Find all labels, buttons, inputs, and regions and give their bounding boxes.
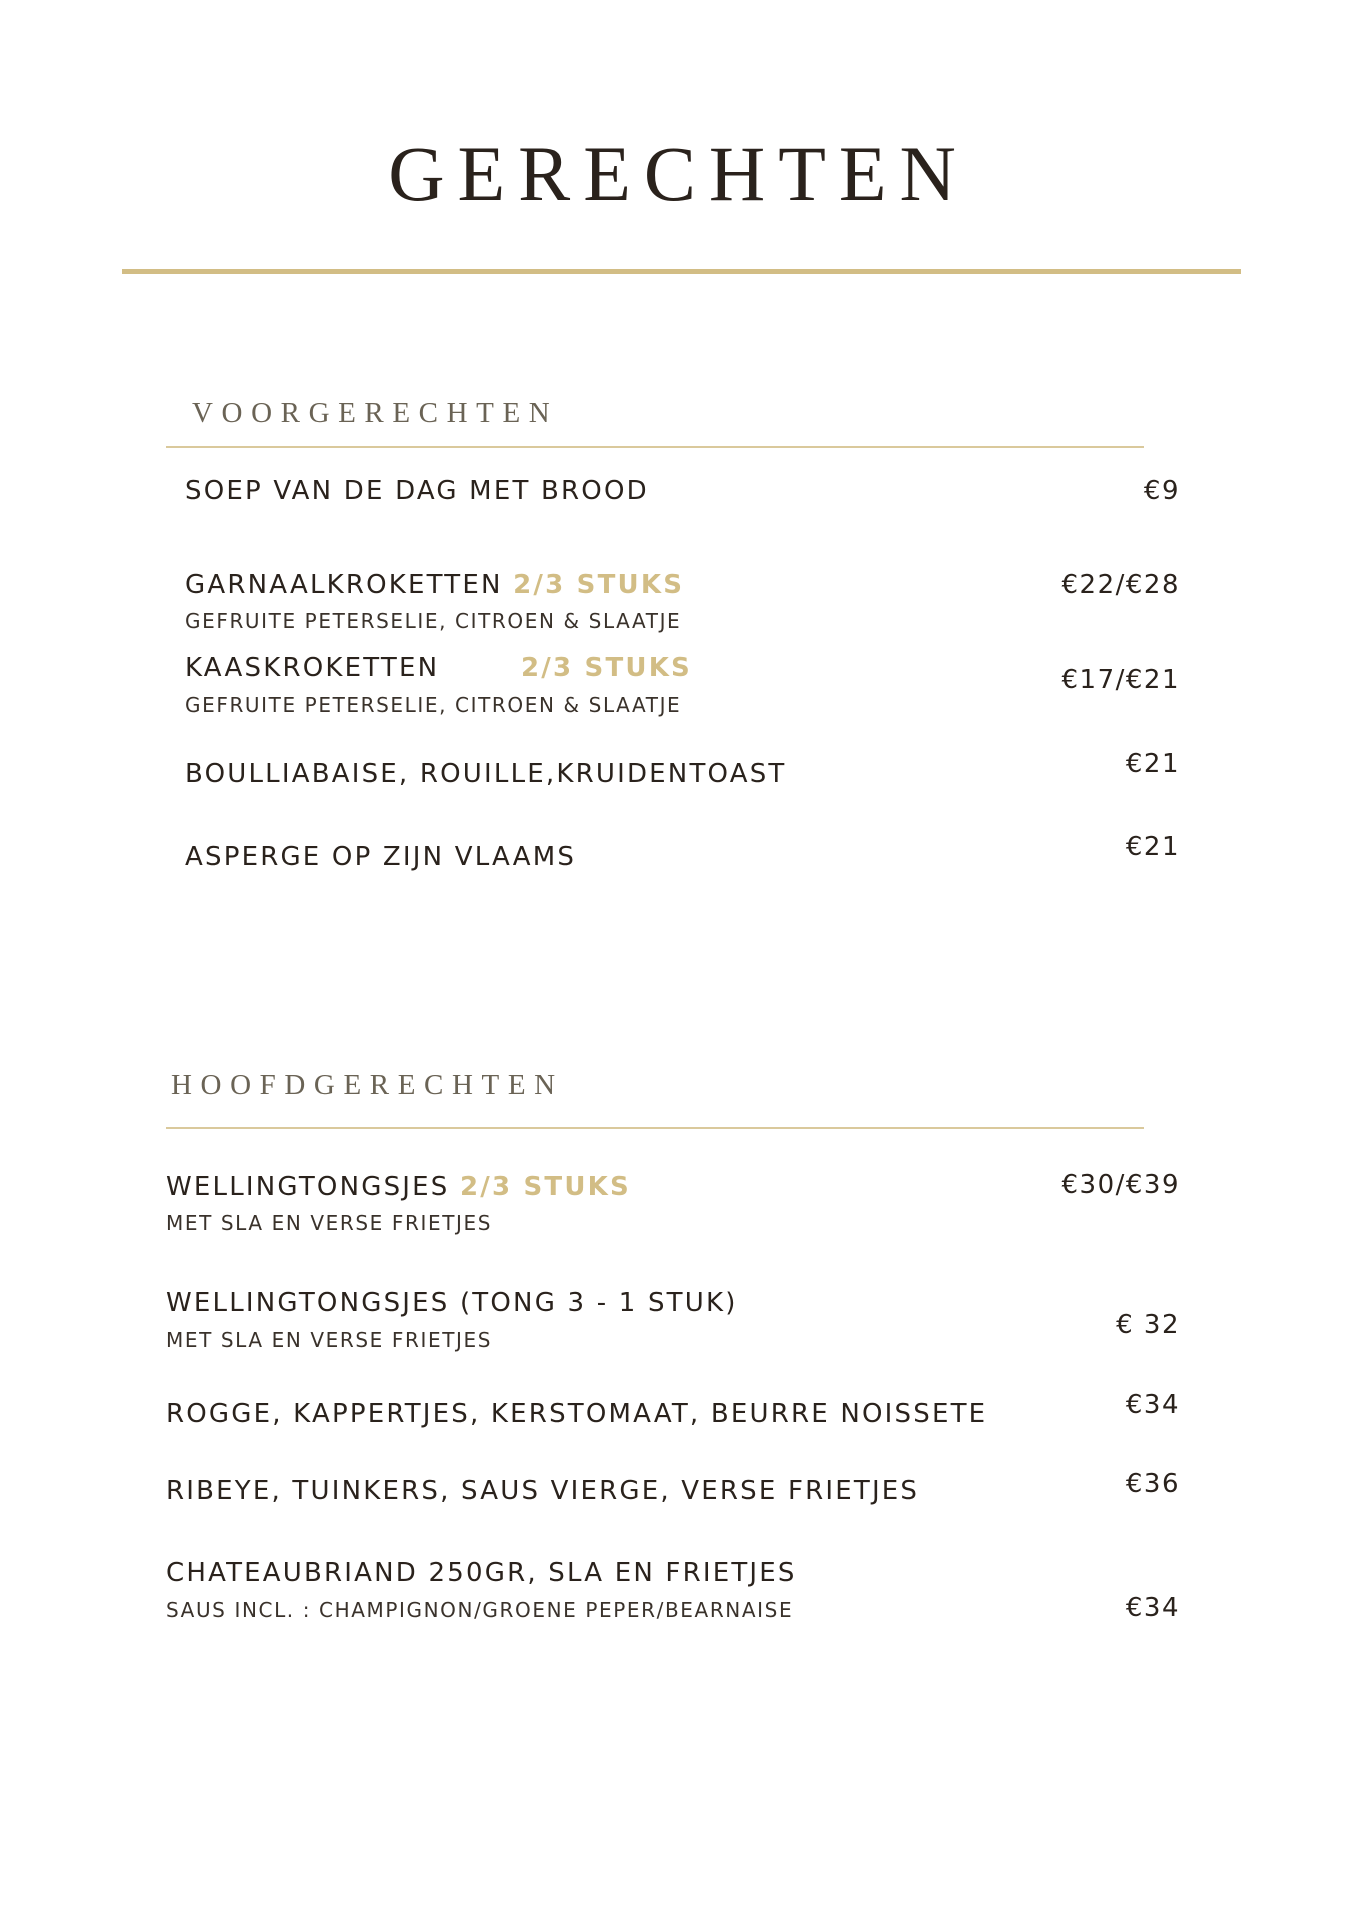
menu-item-asperge: ASPERGE OP ZIJN VLAAMS: [185, 842, 577, 872]
item-portion-badge: 2/3 STUKS: [459, 1172, 631, 1202]
menu-item-ribeye: RIBEYE, TUINKERS, SAUS VIERGE, VERSE FRIETJES: [166, 1476, 920, 1506]
section-divider-voorgerechten: [166, 446, 1144, 448]
price-soep: €9: [1143, 476, 1180, 506]
price-wellingtongsjes-tong: € 32: [1116, 1310, 1180, 1340]
price-wellingtongsjes: €30/€39: [1061, 1170, 1180, 1200]
price-kaaskroketten: €17/€21: [1061, 665, 1180, 695]
item-name: WELLINGTONGSJES: [166, 1172, 450, 1202]
item-portion-badge: 2/3 STUKS: [513, 570, 685, 600]
price-boulliabaise: €21: [1125, 749, 1180, 779]
item-description-wellingtongsjes: MET SLA EN VERSE FRIETJES: [166, 1211, 493, 1235]
menu-item-soep: [185, 478, 649, 504]
menu-item-boulliabaise: BOULLIABAISE, ROUILLE,KRUIDENTOAST: [185, 759, 787, 789]
price-chateaubriand: €34: [1125, 1593, 1180, 1623]
item-description-chateaubriand: SAUS INCL. : CHAMPIGNON/GROENE PEPER/BEARNAISE: [166, 1598, 794, 1622]
item-description-kaaskroketten: GEFRUITE PETERSELIE, CITROEN & SLAATJE: [185, 693, 682, 717]
menu-item-rogge: ROGGE, KAPPERTJES, KERSTOMAAT, BEURRE NOISSETE: [166, 1399, 988, 1429]
title-divider: [122, 269, 1241, 274]
price-garnaalkroketten: €22/€28: [1061, 570, 1180, 600]
item-description-wellingtongsjes-tong: MET SLA EN VERSE FRIETJES: [166, 1328, 493, 1352]
menu-item-kaaskroketten: KAASKROKETTEN: [185, 653, 440, 683]
price-rogge: €34: [1125, 1390, 1180, 1420]
item-name: GARNAALKROKETTEN: [185, 570, 503, 600]
page-title: GERECHTEN: [388, 130, 969, 217]
section-heading-voorgerechten: VOORGERECHTEN: [192, 397, 559, 429]
price-asperge: €21: [1125, 832, 1180, 862]
menu-item-wellingtongsjes: [166, 1174, 631, 1200]
price-ribeye: €36: [1125, 1469, 1180, 1499]
menu-item-wellingtongsjes-tong: WELLINGTONGSJES (TONG 3 - 1 STUK): [166, 1288, 738, 1318]
section-heading-hoofdgerechten: HOOFDGERECHTEN: [171, 1069, 564, 1101]
item-description-garnaalkroketten: GEFRUITE PETERSELIE, CITROEN & SLAATJE: [185, 609, 682, 633]
item-portion-badge: 2/3 STUKS: [521, 653, 692, 683]
menu-item-chateaubriand: CHATEAUBRIAND 250GR, SLA EN FRIETJES: [166, 1558, 797, 1588]
section-divider-hoofdgerechten: [166, 1127, 1144, 1129]
item-name: SOEP VAN DE DAG MET BROOD: [185, 476, 649, 506]
menu-item-garnaalkroketten: [185, 572, 684, 598]
